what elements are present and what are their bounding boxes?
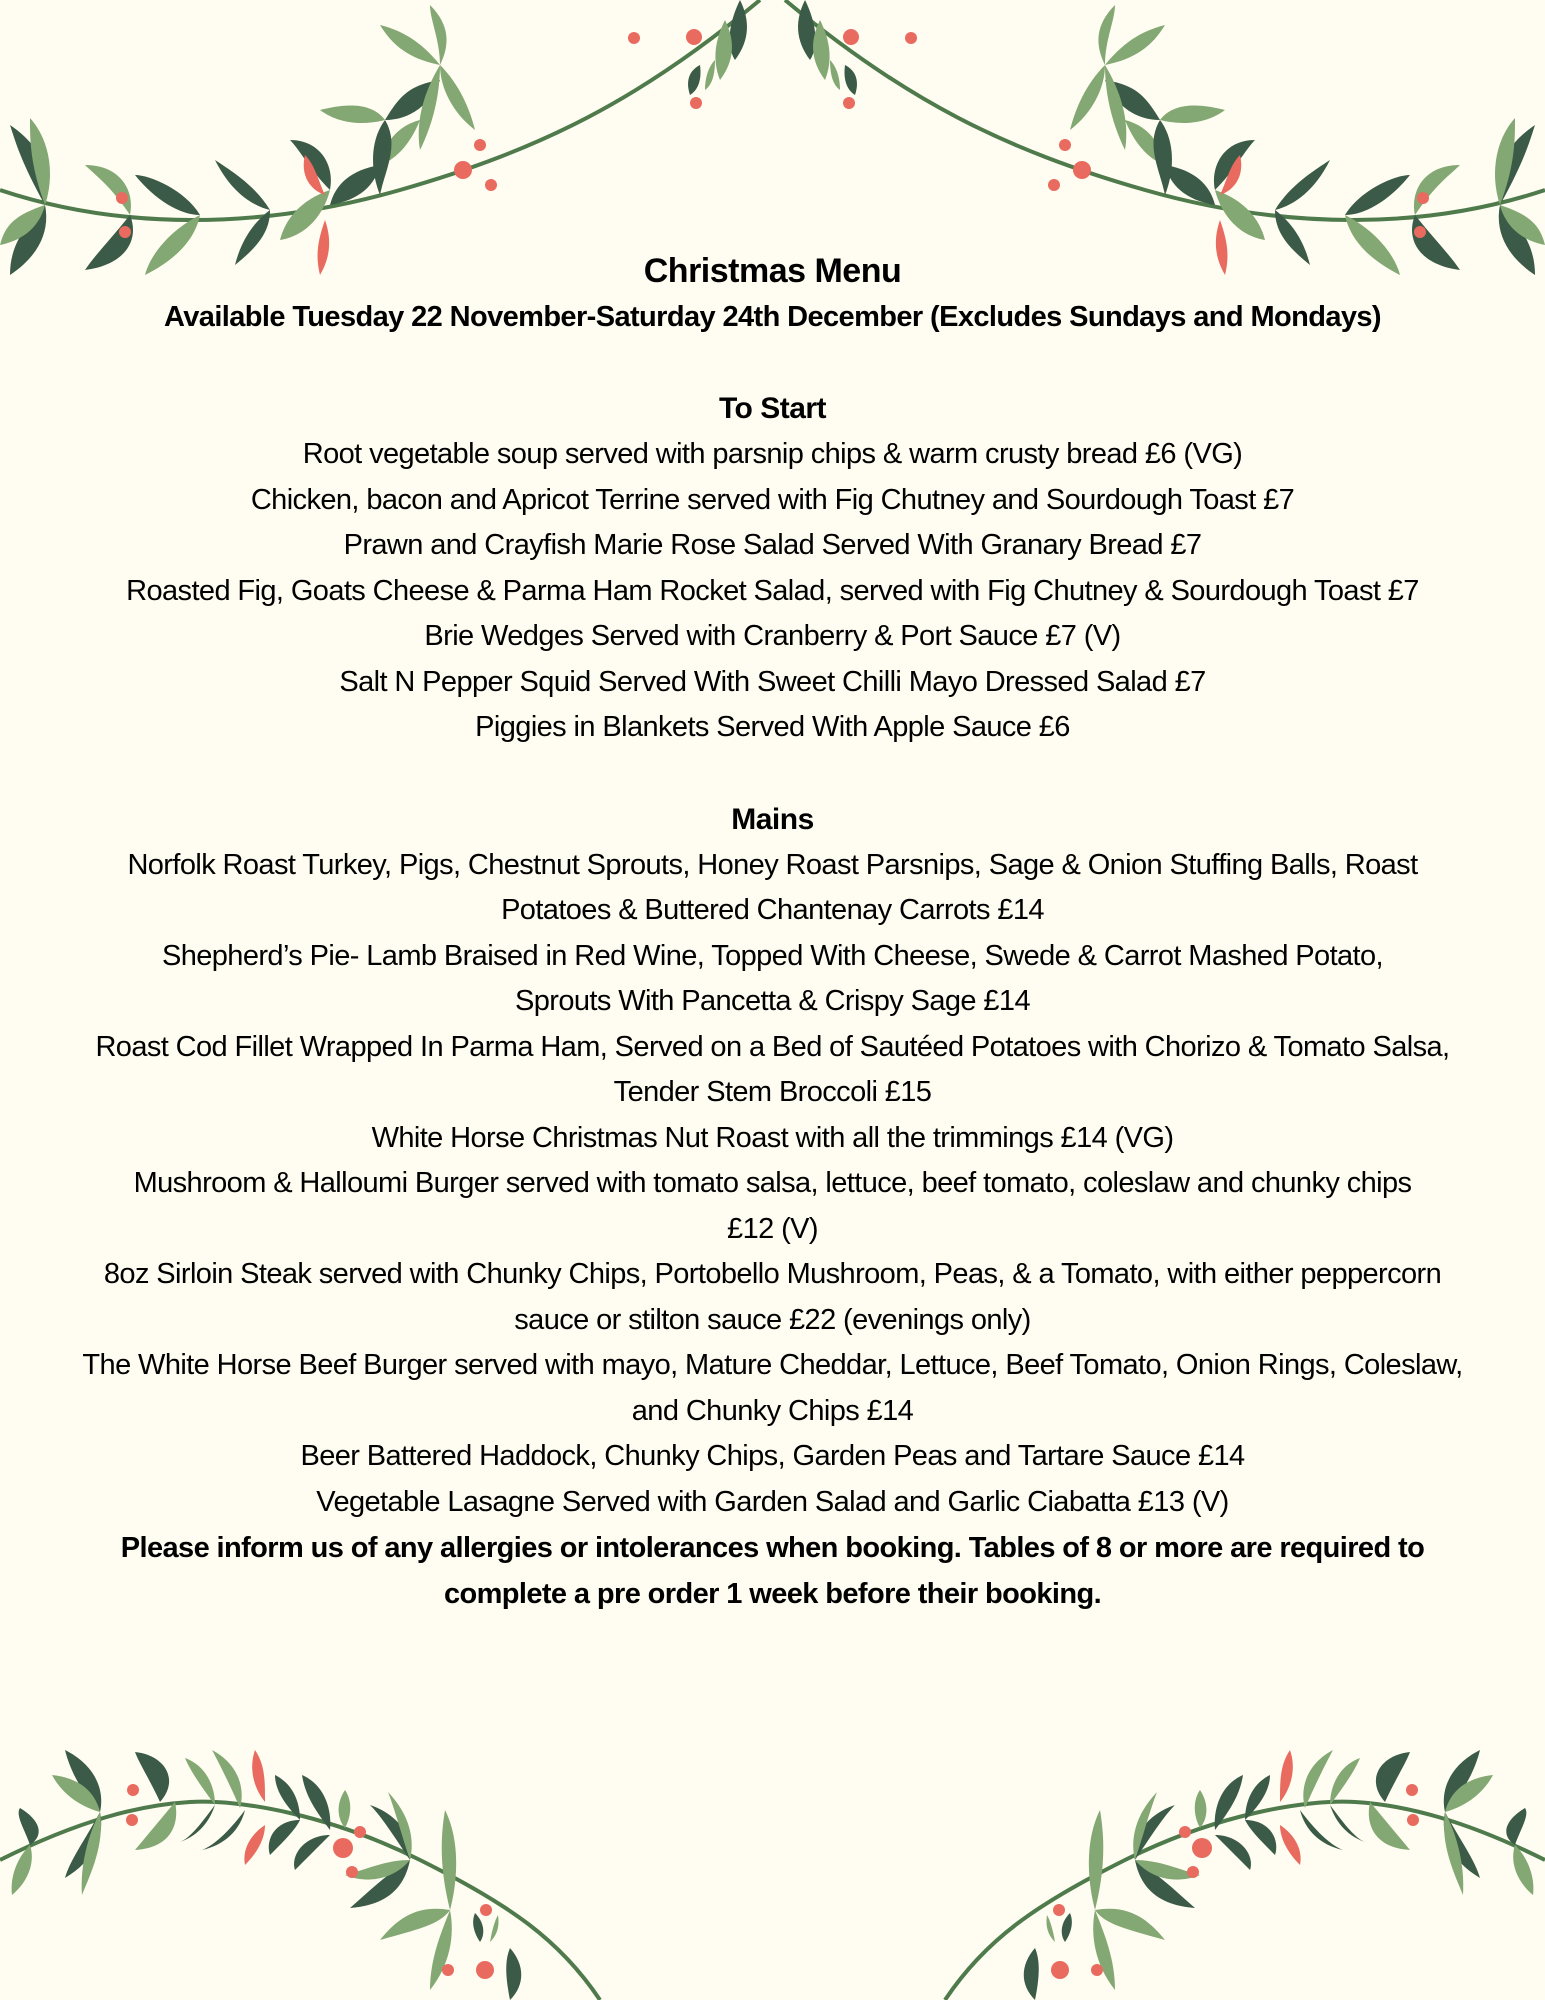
menu-item: 8oz Sirloin Steak served with Chunky Chips, Portobello Mushroom, Peas, & a Tomato, with either peppercorn sauce or stilton sauce £22 (evenings only) (103, 1258, 1442, 1336)
spacer (0, 340, 1545, 386)
menu-item: The White Horse Beef Burger served with mayo, Mature Cheddar, Lettuce, Beef Tomato, Onion Rings, Coleslaw, and Chunky Chips £14 (82, 1349, 1463, 1427)
menu-item: Salt N Pepper Squid Served With Sweet Chilli Mayo Dressed Salad £7 (339, 665, 1206, 698)
menu-title: Christmas Menu (643, 252, 902, 290)
holly-garland-top-icon (0, 0, 1545, 290)
mains-section (0, 797, 1545, 1526)
holly-garland-bottom-icon (0, 1720, 1545, 2000)
menu-item: Norfolk Roast Turkey, Pigs, Chestnut Sprouts, Honey Roast Parsnips, Sage & Onion Stuffing Balls, Roast Potatoes & Buttered Chantenay Carrots £14 (127, 848, 1418, 926)
section-heading-to-start: To Start (718, 392, 827, 425)
menu-item: Prawn and Crayfish Marie Rose Salad Served With Granary Bread £7 (343, 529, 1202, 561)
spacer (0, 751, 1545, 797)
allergy-note: Please inform us of any allergies or intolerances when booking. Tables of 8 or more are required to complete a pre order 1 week before their booking. (120, 1532, 1425, 1610)
menu-item: Piggies in Blankets Served With Apple Sauce £6 (475, 711, 1070, 743)
menu-item: Brie Wedges Served with Cranberry & Port Sauce £7 (V) (424, 620, 1121, 652)
availability-text: Available Tuesday 22 November-Saturday 24th December (Excludes Sundays and Mondays) (164, 301, 1381, 333)
menu-item: Beer Battered Haddock, Chunky Chips, Garden Peas and Tartare Sauce £14 (300, 1440, 1245, 1472)
menu-item: Vegetable Lasagne Served with Garden Salad and Garlic Ciabatta £13 (V) (316, 1485, 1229, 1518)
menu-item: Roast Cod Fillet Wrapped In Parma Ham, Served on a Bed of Sautéed Potatoes with Chorizo & Tomato Salsa, Tender Stem Broccoli £15 (95, 1030, 1450, 1108)
starters-section (0, 386, 1545, 751)
menu-document (0, 248, 1545, 1617)
menu-item: White Horse Christmas Nut Roast with all the trimmings £14 (VG) (371, 1121, 1174, 1154)
menu-item: Mushroom & Halloumi Burger served with tomato salsa, lettuce, beef tomato, coleslaw and chunky chips £12 (V) (133, 1167, 1412, 1245)
section-heading-mains: Mains (731, 802, 814, 836)
menu-item: Shepherd’s Pie- Lamb Braised in Red Wine, Topped With Cheese, Swede & Carrot Mashed Potato, Sprouts With Pancetta & Crispy Sage £14 (161, 939, 1384, 1017)
menu-item: Roasted Fig, Goats Cheese & Parma Ham Rocket Salad, served with Fig Chutney & Sourdough Toast £7 (126, 574, 1419, 607)
menu-item: Root vegetable soup served with parsnip chips & warm crusty bread £6 (VG) (302, 438, 1243, 470)
menu-item: Chicken, bacon and Apricot Terrine served with Fig Chutney and Sourdough Toast £7 (250, 483, 1295, 516)
